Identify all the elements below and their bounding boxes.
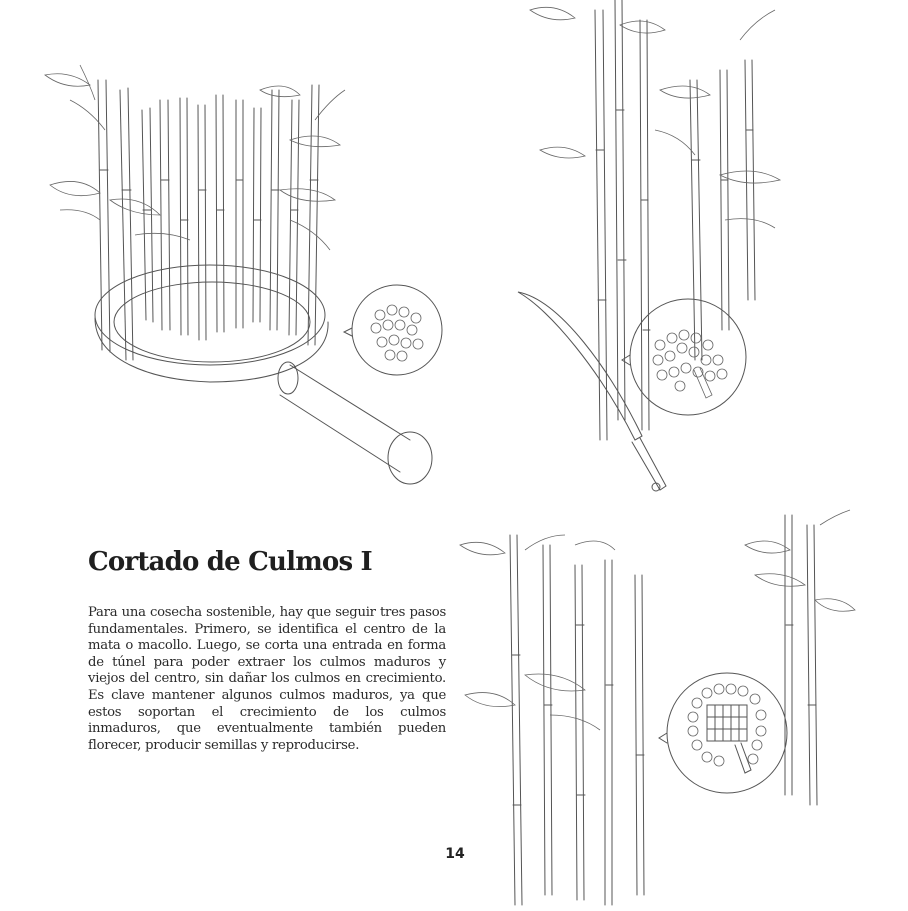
bamboo-clump-with-ring-illustration (40, 60, 450, 490)
page-title: Cortado de Culmos I (88, 547, 372, 577)
body-paragraph: Para una cosecha sostenible, hay que seguir tres pasos fundamentales. Primero, se identifica el centro de la mata o macollo. Luego, se corta una entrada en forma de túnel para poder extraer los culmos maduros y viejos del centro, sin dañar los culmos en crecimiento. Es clave mantener algunos culmos maduros, ya que estos soportan el crecimiento de los culmos inmaduros, que eventualmente también pueden florecer, producir semillas y reproducirse. (88, 605, 446, 753)
bamboo-with-machete-illustration (510, 0, 810, 505)
bamboo-tunnel-cut-illustration (455, 505, 865, 910)
page-number: 14 (445, 846, 465, 862)
